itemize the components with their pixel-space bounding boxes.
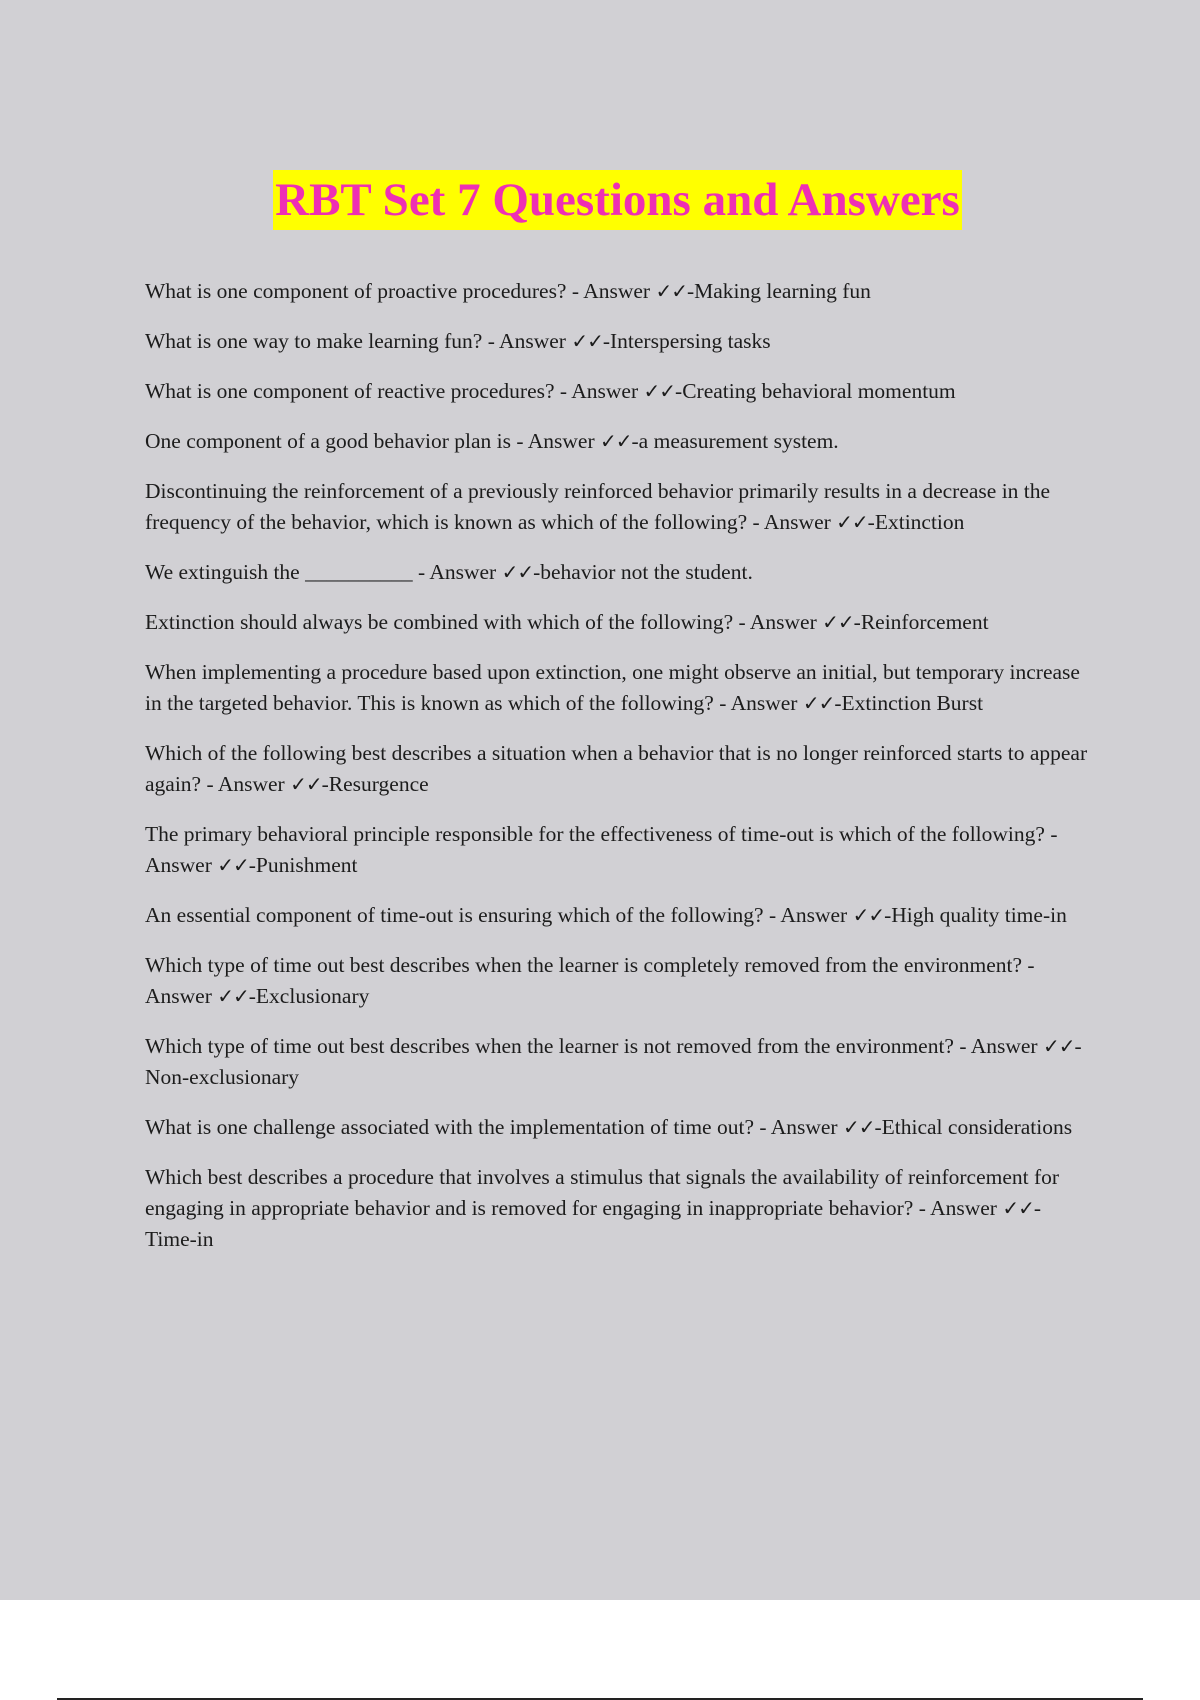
question-text: Which type of time out best describes when the learner is completely removed from the environment? — [145, 953, 1023, 977]
qa-item — [145, 426, 1090, 457]
qa-item — [145, 276, 1090, 307]
question-text: What is one way to make learning fun? — [145, 329, 483, 353]
answer-marker: - Answer — [566, 279, 656, 303]
double-check-icon: ✓✓ — [822, 610, 854, 634]
question-text: One component of a good behavior plan is — [145, 429, 512, 453]
question-text: When implementing a procedure based upon extinction, one might observe an initial, but temporary increase in the targeted behavior. This is known as which of the following? — [145, 660, 1080, 715]
qa-item — [145, 819, 1090, 881]
double-check-icon: ✓✓ — [842, 1115, 875, 1139]
question-text: What is one component of reactive procedures? — [145, 379, 555, 403]
answer-marker: - Answer — [763, 903, 853, 927]
qa-item — [145, 738, 1090, 800]
double-check-icon: ✓✓ — [655, 279, 687, 303]
double-check-icon: ✓✓ — [217, 984, 249, 1008]
qa-list — [145, 276, 1090, 1274]
answer-text: -a measurement system. — [631, 429, 839, 453]
answer-marker: - Answer — [412, 560, 502, 584]
qa-item — [145, 1162, 1090, 1255]
answer-marker: - Answer — [145, 953, 1035, 1008]
answer-text: -Ethical considerations — [874, 1115, 1073, 1139]
answer-marker: - Answer — [733, 610, 823, 634]
double-check-icon: ✓✓ — [1002, 1196, 1034, 1220]
answer-marker: - Answer — [482, 329, 572, 353]
question-text: We extinguish the __________ — [145, 560, 413, 584]
qa-item — [145, 557, 1090, 588]
double-check-icon: ✓✓ — [571, 329, 603, 353]
answer-marker: - Answer — [747, 510, 837, 534]
answer-text: -High quality time-in — [884, 903, 1067, 927]
double-check-icon: ✓✓ — [836, 510, 868, 534]
answer-marker: - Answer — [753, 1115, 843, 1139]
double-check-icon: ✓✓ — [217, 853, 249, 877]
question-text: What is one challenge associated with the implementation of time out? — [145, 1115, 754, 1139]
question-text: Discontinuing the reinforcement of a previously reinforced behavior primarily results in a decrease in the frequency of the behavior, which is known as which of the following? — [145, 479, 1051, 534]
question-text: What is one component of proactive procedures? — [145, 279, 567, 303]
answer-text: -Extinction Burst — [834, 691, 984, 715]
qa-item — [145, 950, 1090, 1012]
answer-marker: - Answer — [145, 822, 1058, 877]
double-check-icon: ✓✓ — [501, 560, 534, 584]
answer-marker: - Answer — [511, 429, 600, 453]
qa-item — [145, 657, 1090, 719]
qa-item — [145, 376, 1090, 407]
answer-text: -Making learning fun — [686, 279, 871, 303]
answer-text: -Extinction — [867, 510, 965, 534]
answer-text: -Interspersing tasks — [602, 329, 771, 353]
double-check-icon: ✓✓ — [290, 772, 322, 796]
qa-item — [145, 476, 1090, 538]
answer-text: -Non-exclusionary — [145, 1034, 1082, 1089]
double-check-icon: ✓✓ — [1042, 1034, 1075, 1058]
double-check-icon: ✓✓ — [802, 691, 835, 715]
page-title: RBT Set 7 Questions and Answers — [273, 170, 962, 230]
qa-item — [145, 607, 1090, 638]
answer-marker: - Answer — [713, 691, 803, 715]
double-check-icon: ✓✓ — [600, 429, 632, 453]
answer-text: -Time-in — [145, 1196, 1042, 1251]
answer-text: -Reinforcement — [853, 610, 989, 634]
qa-item — [145, 1031, 1090, 1093]
double-check-icon: ✓✓ — [643, 379, 676, 403]
answer-marker: - Answer — [201, 772, 291, 796]
question-text: Which of the following best describes a situation when a behavior that is no longer reinforced starts to appear again? — [145, 741, 1088, 796]
title-container — [0, 170, 1200, 230]
qa-item — [145, 900, 1090, 931]
answer-marker: - Answer — [953, 1034, 1043, 1058]
answer-text: -Creating behavioral momentum — [675, 379, 956, 403]
question-text: An essential component of time-out is ensuring which of the following? — [145, 903, 764, 927]
double-check-icon: ✓✓ — [852, 903, 885, 927]
answer-text: -Punishment — [248, 853, 358, 877]
question-text: Extinction should always be combined with which of the following? — [145, 610, 734, 634]
answer-text: -behavior not the student. — [533, 560, 753, 584]
question-text: Which type of time out best describes when the learner is not removed from the environment? — [145, 1034, 954, 1058]
answer-marker: - Answer — [913, 1196, 1003, 1220]
answer-text: -Exclusionary — [248, 984, 370, 1008]
qa-item — [145, 1112, 1090, 1143]
answer-text: -Resurgence — [321, 772, 429, 796]
question-text: The primary behavioral principle responsible for the effectiveness of time-out is which of the following? — [145, 822, 1045, 846]
question-text: Which best describes a procedure that involves a stimulus that signals the availability of reinforcement for engaging in appropriate behavior and is removed for engaging in inappropriate behavior? — [145, 1165, 1060, 1220]
answer-marker: - Answer — [554, 379, 644, 403]
qa-item — [145, 326, 1090, 357]
